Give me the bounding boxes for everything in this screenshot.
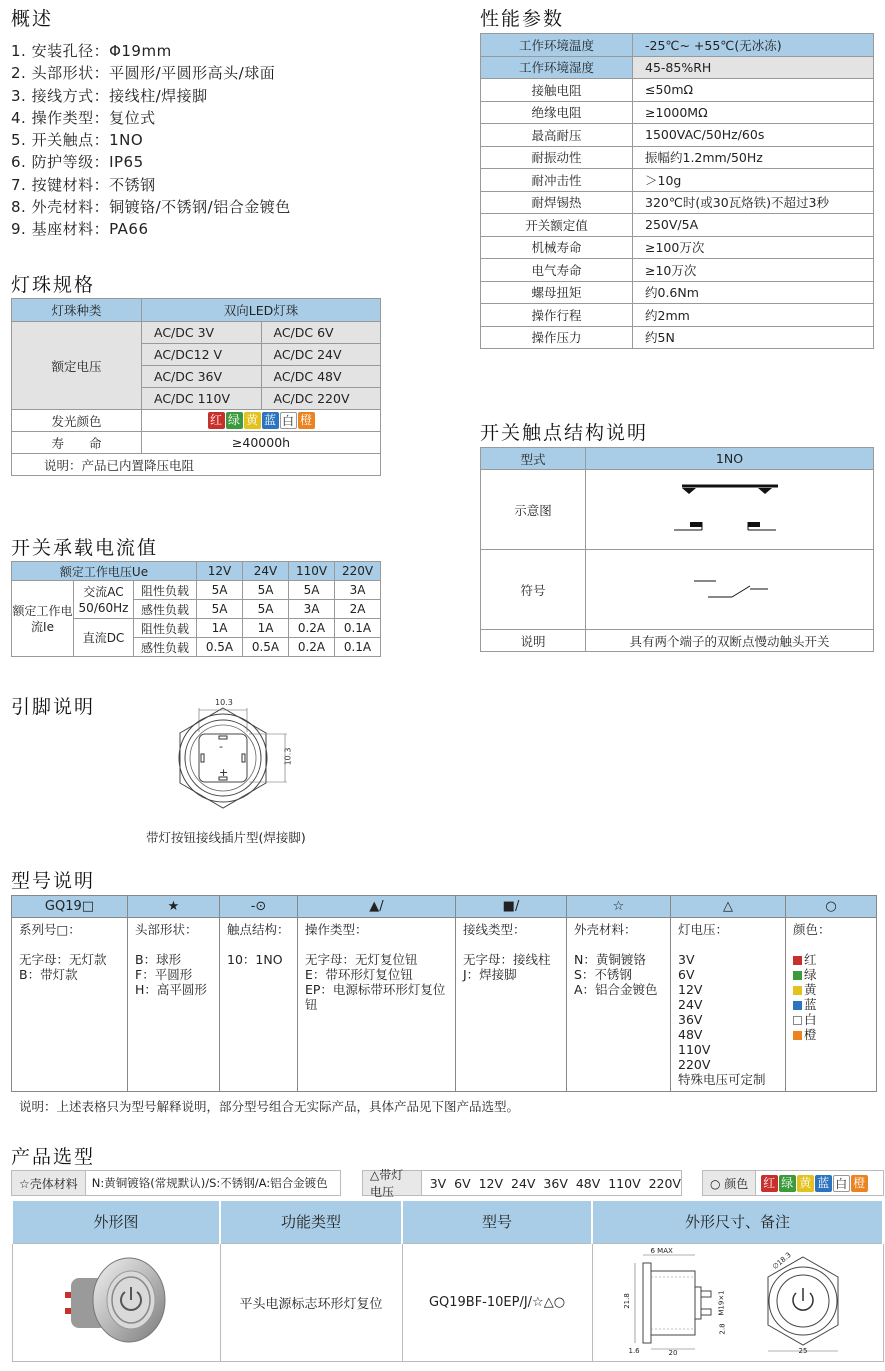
performance-table [480, 33, 874, 349]
current-cell: 5A [197, 581, 243, 600]
led-voltage-cell: AC/DC 110V [142, 388, 262, 410]
selection-header: 外形尺寸、备注 [592, 1201, 883, 1243]
current-cell: 3A [289, 600, 335, 619]
model-color-name: 黄 [804, 982, 817, 997]
color-dot-icon [793, 1031, 802, 1040]
color-swatch: 白 [280, 412, 297, 429]
led-life-value: ≥40000h [142, 432, 381, 454]
model-column-line [227, 937, 290, 952]
dim-flange: 1.6 [628, 1347, 640, 1355]
current-volt-head: 110V [289, 562, 335, 581]
model-color-item [793, 967, 869, 982]
color-swatch: 橙 [851, 1175, 868, 1192]
performance-param: 电气寿命 [481, 259, 633, 282]
led-voltage-cell: AC/DC 36V [142, 366, 262, 388]
model-table [11, 895, 877, 1092]
performance-param: 耐焊锡热 [481, 191, 633, 214]
current-ac-label: 交流AC 50/60Hz [74, 581, 134, 619]
color-swatches [756, 1175, 868, 1192]
performance-row [481, 124, 874, 147]
led-voltage-cell: AC/DC 220V [261, 388, 381, 410]
pin-diagram [155, 696, 305, 816]
performance-param: 操作行程 [481, 304, 633, 327]
dimension-drawing-icon [613, 1247, 863, 1357]
contact-diagram-icon [670, 478, 790, 538]
current-cell: 0.1A [335, 619, 381, 638]
model-column-line: 10：1NO [227, 952, 283, 967]
model-column-line: J：焊接脚 [463, 967, 517, 982]
led-type-value: 双向LED灯珠 [142, 299, 381, 322]
dim-pin: 2.8 [718, 1323, 727, 1335]
color-dot-icon [793, 1016, 802, 1025]
overview-item: 6. 防护等级：IP65 [11, 153, 144, 172]
led-color-label: 发光颜色 [12, 410, 142, 432]
performance-row [481, 34, 874, 57]
overview-item: 3. 接线方式：接线柱/焊接脚 [11, 86, 208, 105]
model-color-name: 蓝 [804, 997, 817, 1012]
model-column-line: 3V [678, 952, 695, 967]
contact-diagram-label: 示意图 [481, 470, 586, 550]
current-ie-label: 额定工作电流Ie [12, 581, 74, 657]
current-volt-head: 24V [243, 562, 289, 581]
current-ue-label: 额定工作电压Ue [12, 562, 197, 581]
performance-param: 工作环境温度 [481, 34, 633, 57]
lamp-voltage-value: 3V 6V 12V 24V 36V 48V 110V 220V [429, 1175, 681, 1191]
lamp-voltage-label: △带灯电压 [363, 1171, 422, 1195]
model-header: ▲/ [298, 896, 456, 918]
performance-value: 1500VAC/50Hz/60s [633, 124, 874, 147]
current-cell: 0.2A [289, 619, 335, 638]
contact-table [480, 447, 874, 652]
performance-row [481, 214, 874, 237]
current-cell: 0.5A [243, 638, 289, 657]
pin-dim-side: 10.3 [283, 747, 293, 766]
model-header: ■/ [456, 896, 567, 918]
current-load: 感性负载 [134, 638, 197, 657]
model-column-line: 220V [678, 1057, 711, 1072]
selection-title: 产品选型 [11, 1146, 96, 1168]
model-column-line [305, 937, 448, 952]
performance-param: 接触电阻 [481, 79, 633, 102]
model-column-line: 36V [678, 1012, 703, 1027]
performance-value: ＞10g [633, 169, 874, 192]
performance-row [481, 259, 874, 282]
model-column-line: 48V [678, 1027, 703, 1042]
performance-title: 性能参数 [480, 8, 565, 30]
led-type-label: 灯珠种类 [12, 299, 142, 322]
color-dot-icon [793, 956, 802, 965]
model-color-item [793, 982, 869, 997]
model-color-name: 红 [804, 952, 817, 967]
model-note: 说明：上述表格只为型号解释说明，部分型号组合无实际产品，具体产品见下图产品选型。 [19, 1099, 520, 1114]
current-dc-label: 直流DC [74, 619, 134, 657]
current-title: 开关承载电流值 [11, 537, 159, 559]
model-column-line: 110V [678, 1042, 711, 1057]
model-column-line: E：带环形灯复位钮 [305, 967, 413, 982]
contact-symbol-label: 符号 [481, 550, 586, 630]
dim-max: 6 MAX [650, 1247, 673, 1255]
color-swatch: 绿 [779, 1175, 796, 1192]
performance-param: 开关额定值 [481, 214, 633, 237]
pin-dim-top: 10.3 [215, 698, 233, 707]
performance-row [481, 281, 874, 304]
model-column-line [678, 937, 778, 952]
model-column-line: S：不锈钢 [574, 967, 632, 982]
current-cell: 3A [335, 581, 381, 600]
performance-value: -25℃~ +55℃(无冰冻) [633, 34, 874, 57]
color-dot-icon [793, 1001, 802, 1010]
current-cell: 0.5A [197, 638, 243, 657]
contact-title: 开关触点结构说明 [480, 422, 649, 444]
model-column-head: 颜色： [793, 922, 831, 937]
color-label: ○ 颜色 [703, 1171, 756, 1195]
overview-item: 7. 按键材料：不锈钢 [11, 175, 156, 194]
shell-material-bar [11, 1170, 341, 1196]
dim-diameter: ∅18.3 [770, 1250, 793, 1272]
current-cell: 5A [289, 581, 335, 600]
model-column-line: 6V [678, 967, 695, 982]
dim-length: 20 [668, 1349, 678, 1357]
performance-row [481, 56, 874, 79]
dim-thread: M19×1 [717, 1290, 726, 1316]
contact-symbol [586, 550, 874, 630]
color-swatch: 蓝 [262, 412, 279, 429]
performance-value: ≥10万次 [633, 259, 874, 282]
performance-row [481, 101, 874, 124]
model-column-line: B：球形 [135, 952, 182, 967]
led-note: 说明：产品已内置降压电阻 [12, 454, 381, 476]
led-voltage-cell: AC/DC 6V [261, 322, 381, 344]
led-voltage-cell: AC/DC12 V [142, 344, 262, 366]
model-column [456, 918, 567, 1092]
model-column [671, 918, 786, 1092]
performance-value: ≤50mΩ [633, 79, 874, 102]
overview-item: 4. 操作类型：复位式 [11, 108, 156, 127]
model-column [786, 918, 877, 1092]
model-column-head: 接线类型： [463, 922, 526, 937]
performance-value: 约0.6Nm [633, 281, 874, 304]
color-dot-icon [793, 986, 802, 995]
performance-row [481, 236, 874, 259]
model-column [12, 918, 128, 1092]
color-bar [702, 1170, 884, 1196]
model-color-name: 橙 [804, 1027, 817, 1042]
dim-height: 21.8 [622, 1293, 631, 1309]
model-color-item [793, 1012, 869, 1027]
lamp-voltage-bar [362, 1168, 682, 1199]
current-load: 阻性负载 [134, 619, 197, 638]
product-function: 平头电源标志环形灯复位 [220, 1243, 402, 1361]
model-color-item [793, 997, 869, 1012]
current-cell: 5A [243, 600, 289, 619]
model-column-head: 系列号□： [19, 922, 81, 937]
model-column-line: F：平圆形 [135, 967, 193, 982]
model-column-line: H：高平圆形 [135, 982, 207, 997]
product-model: GQ19BF-10EP/J/☆△○ [402, 1243, 592, 1361]
model-column-line: EP：电源标带环形灯复位钮 [305, 982, 446, 1012]
model-column-line: N：黄铜镀铬 [574, 952, 646, 967]
pin-minus-mark: - [219, 740, 223, 753]
model-column-line [135, 937, 212, 952]
dim-width: 25 [798, 1347, 808, 1355]
current-cell: 2A [335, 600, 381, 619]
performance-param: 耐冲击性 [481, 169, 633, 192]
model-color-item [793, 952, 869, 967]
shell-material-label: ☆壳体材料 [12, 1171, 86, 1195]
model-column-line: 无字母：无灯复位钮 [305, 952, 418, 967]
selection-header: 外形图 [12, 1201, 220, 1243]
dimension-drawing [613, 1247, 863, 1357]
led-voltage-cell: AC/DC 3V [142, 322, 262, 344]
performance-param: 耐振动性 [481, 146, 633, 169]
model-column-line: A：铝合金镀色 [574, 982, 658, 997]
current-volt-head: 220V [335, 562, 381, 581]
model-color-item [793, 1027, 869, 1042]
led-life-label: 寿 命 [12, 432, 142, 454]
model-column-line [19, 937, 120, 952]
overview-item: 2. 头部形状：平圆形/平圆形高头/球面 [11, 64, 276, 83]
model-color-name: 白 [804, 1012, 817, 1027]
color-dot-icon [793, 971, 802, 980]
performance-value: ≥100万次 [633, 236, 874, 259]
product-image [12, 1243, 220, 1361]
contact-diagram [586, 470, 874, 550]
current-load: 感性负载 [134, 600, 197, 619]
current-load: 阻性负载 [134, 581, 197, 600]
performance-row [481, 304, 874, 327]
performance-param: 机械寿命 [481, 236, 633, 259]
selection-table [11, 1201, 884, 1362]
contact-type-label: 型式 [481, 448, 586, 470]
model-header: ○ [786, 896, 877, 918]
led-spec-table [11, 298, 381, 476]
color-swatch: 蓝 [815, 1175, 832, 1192]
model-header: △ [671, 896, 786, 918]
pin-caption: 带灯按钮接线插片型(焊接脚) [146, 830, 306, 845]
contact-desc-label: 说明 [481, 630, 586, 652]
led-voltage-cell: AC/DC 48V [261, 366, 381, 388]
model-column [567, 918, 671, 1092]
performance-value: ≥1000MΩ [633, 101, 874, 124]
led-voltage-label: 额定电压 [12, 322, 142, 410]
performance-row [481, 79, 874, 102]
pin-plus-mark: + [219, 766, 229, 779]
performance-param: 工作环境湿度 [481, 56, 633, 79]
color-swatch: 橙 [298, 412, 315, 429]
performance-row [481, 146, 874, 169]
performance-row [481, 191, 874, 214]
model-column [128, 918, 220, 1092]
model-column-line: 无字母：接线柱 [463, 952, 551, 967]
current-cell: 0.1A [335, 638, 381, 657]
performance-value: 约2mm [633, 304, 874, 327]
overview-item: 5. 开关触点：1NO [11, 131, 144, 150]
model-column-line [574, 937, 663, 952]
performance-value: 45-85%RH [633, 56, 874, 79]
performance-param: 绝缘电阻 [481, 101, 633, 124]
color-swatch: 红 [761, 1175, 778, 1192]
switch-symbol-icon [690, 573, 770, 603]
performance-value: 振幅约1.2mm/50Hz [633, 146, 874, 169]
led-title: 灯珠规格 [11, 274, 96, 296]
current-cell: 1A [243, 619, 289, 638]
led-color-swatches [142, 410, 381, 432]
contact-type-value: 1NO [586, 448, 874, 470]
current-cell: 5A [243, 581, 289, 600]
selection-header: 功能类型 [220, 1201, 402, 1243]
model-column [298, 918, 456, 1092]
color-swatch: 红 [208, 412, 225, 429]
performance-value: 约5N [633, 326, 874, 349]
performance-value: 250V/5A [633, 214, 874, 237]
model-header: ★ [128, 896, 220, 918]
model-column-head: 灯电压： [678, 922, 729, 937]
current-cell: 0.2A [289, 638, 335, 657]
color-swatch: 黄 [797, 1175, 814, 1192]
push-button-icon [61, 1250, 171, 1350]
model-header: ☆ [567, 896, 671, 918]
performance-row [481, 169, 874, 192]
model-header: GQ19□ [12, 896, 128, 918]
model-column-head: 头部形状： [135, 922, 198, 937]
model-column-line: 12V [678, 982, 703, 997]
performance-row [481, 326, 874, 349]
performance-param: 操作压力 [481, 326, 633, 349]
overview-title: 概述 [11, 8, 54, 30]
current-cell: 5A [197, 600, 243, 619]
model-column-line: 无字母：无灯款 [19, 952, 107, 967]
performance-param: 最高耐压 [481, 124, 633, 147]
model-header: -⊙ [220, 896, 298, 918]
led-voltage-cell: AC/DC 24V [261, 344, 381, 366]
color-swatch: 白 [833, 1175, 850, 1192]
model-column-line [463, 937, 559, 952]
model-column-line: 特殊电压可定制 [678, 1072, 766, 1087]
performance-param: 螺母扭矩 [481, 281, 633, 304]
model-column [220, 918, 298, 1092]
current-volt-head: 12V [197, 562, 243, 581]
color-swatch: 绿 [226, 412, 243, 429]
overview-item: 9. 基座材料：PA66 [11, 220, 149, 239]
model-column-head: 操作类型： [305, 922, 368, 937]
pin-title: 引脚说明 [11, 696, 96, 718]
overview-list [11, 40, 291, 241]
model-column-line: 24V [678, 997, 703, 1012]
current-cell: 1A [197, 619, 243, 638]
overview-item: 8. 外壳材料：铜镀铬/不锈钢/铝合金镀色 [11, 198, 291, 217]
model-column-head: 触点结构： [227, 922, 290, 937]
model-title: 型号说明 [11, 870, 96, 892]
model-column-line: B：带灯款 [19, 967, 78, 982]
shell-material-value: N:黄铜镀铬(常规默认)/S:不锈钢/A:铝合金镀色 [91, 1176, 328, 1190]
overview-item: 1. 安装孔径：Φ19mm [11, 42, 172, 60]
color-swatch: 黄 [244, 412, 261, 429]
product-dimensions [592, 1243, 883, 1361]
performance-value: 320℃时(或30瓦烙铁)不超过3秒 [633, 191, 874, 214]
selection-header: 型号 [402, 1201, 592, 1243]
model-column-head: 外壳材料： [574, 922, 637, 937]
contact-desc-value: 具有两个端子的双断点慢动触头开关 [586, 630, 874, 652]
current-table [11, 561, 381, 657]
model-color-name: 绿 [804, 967, 817, 982]
